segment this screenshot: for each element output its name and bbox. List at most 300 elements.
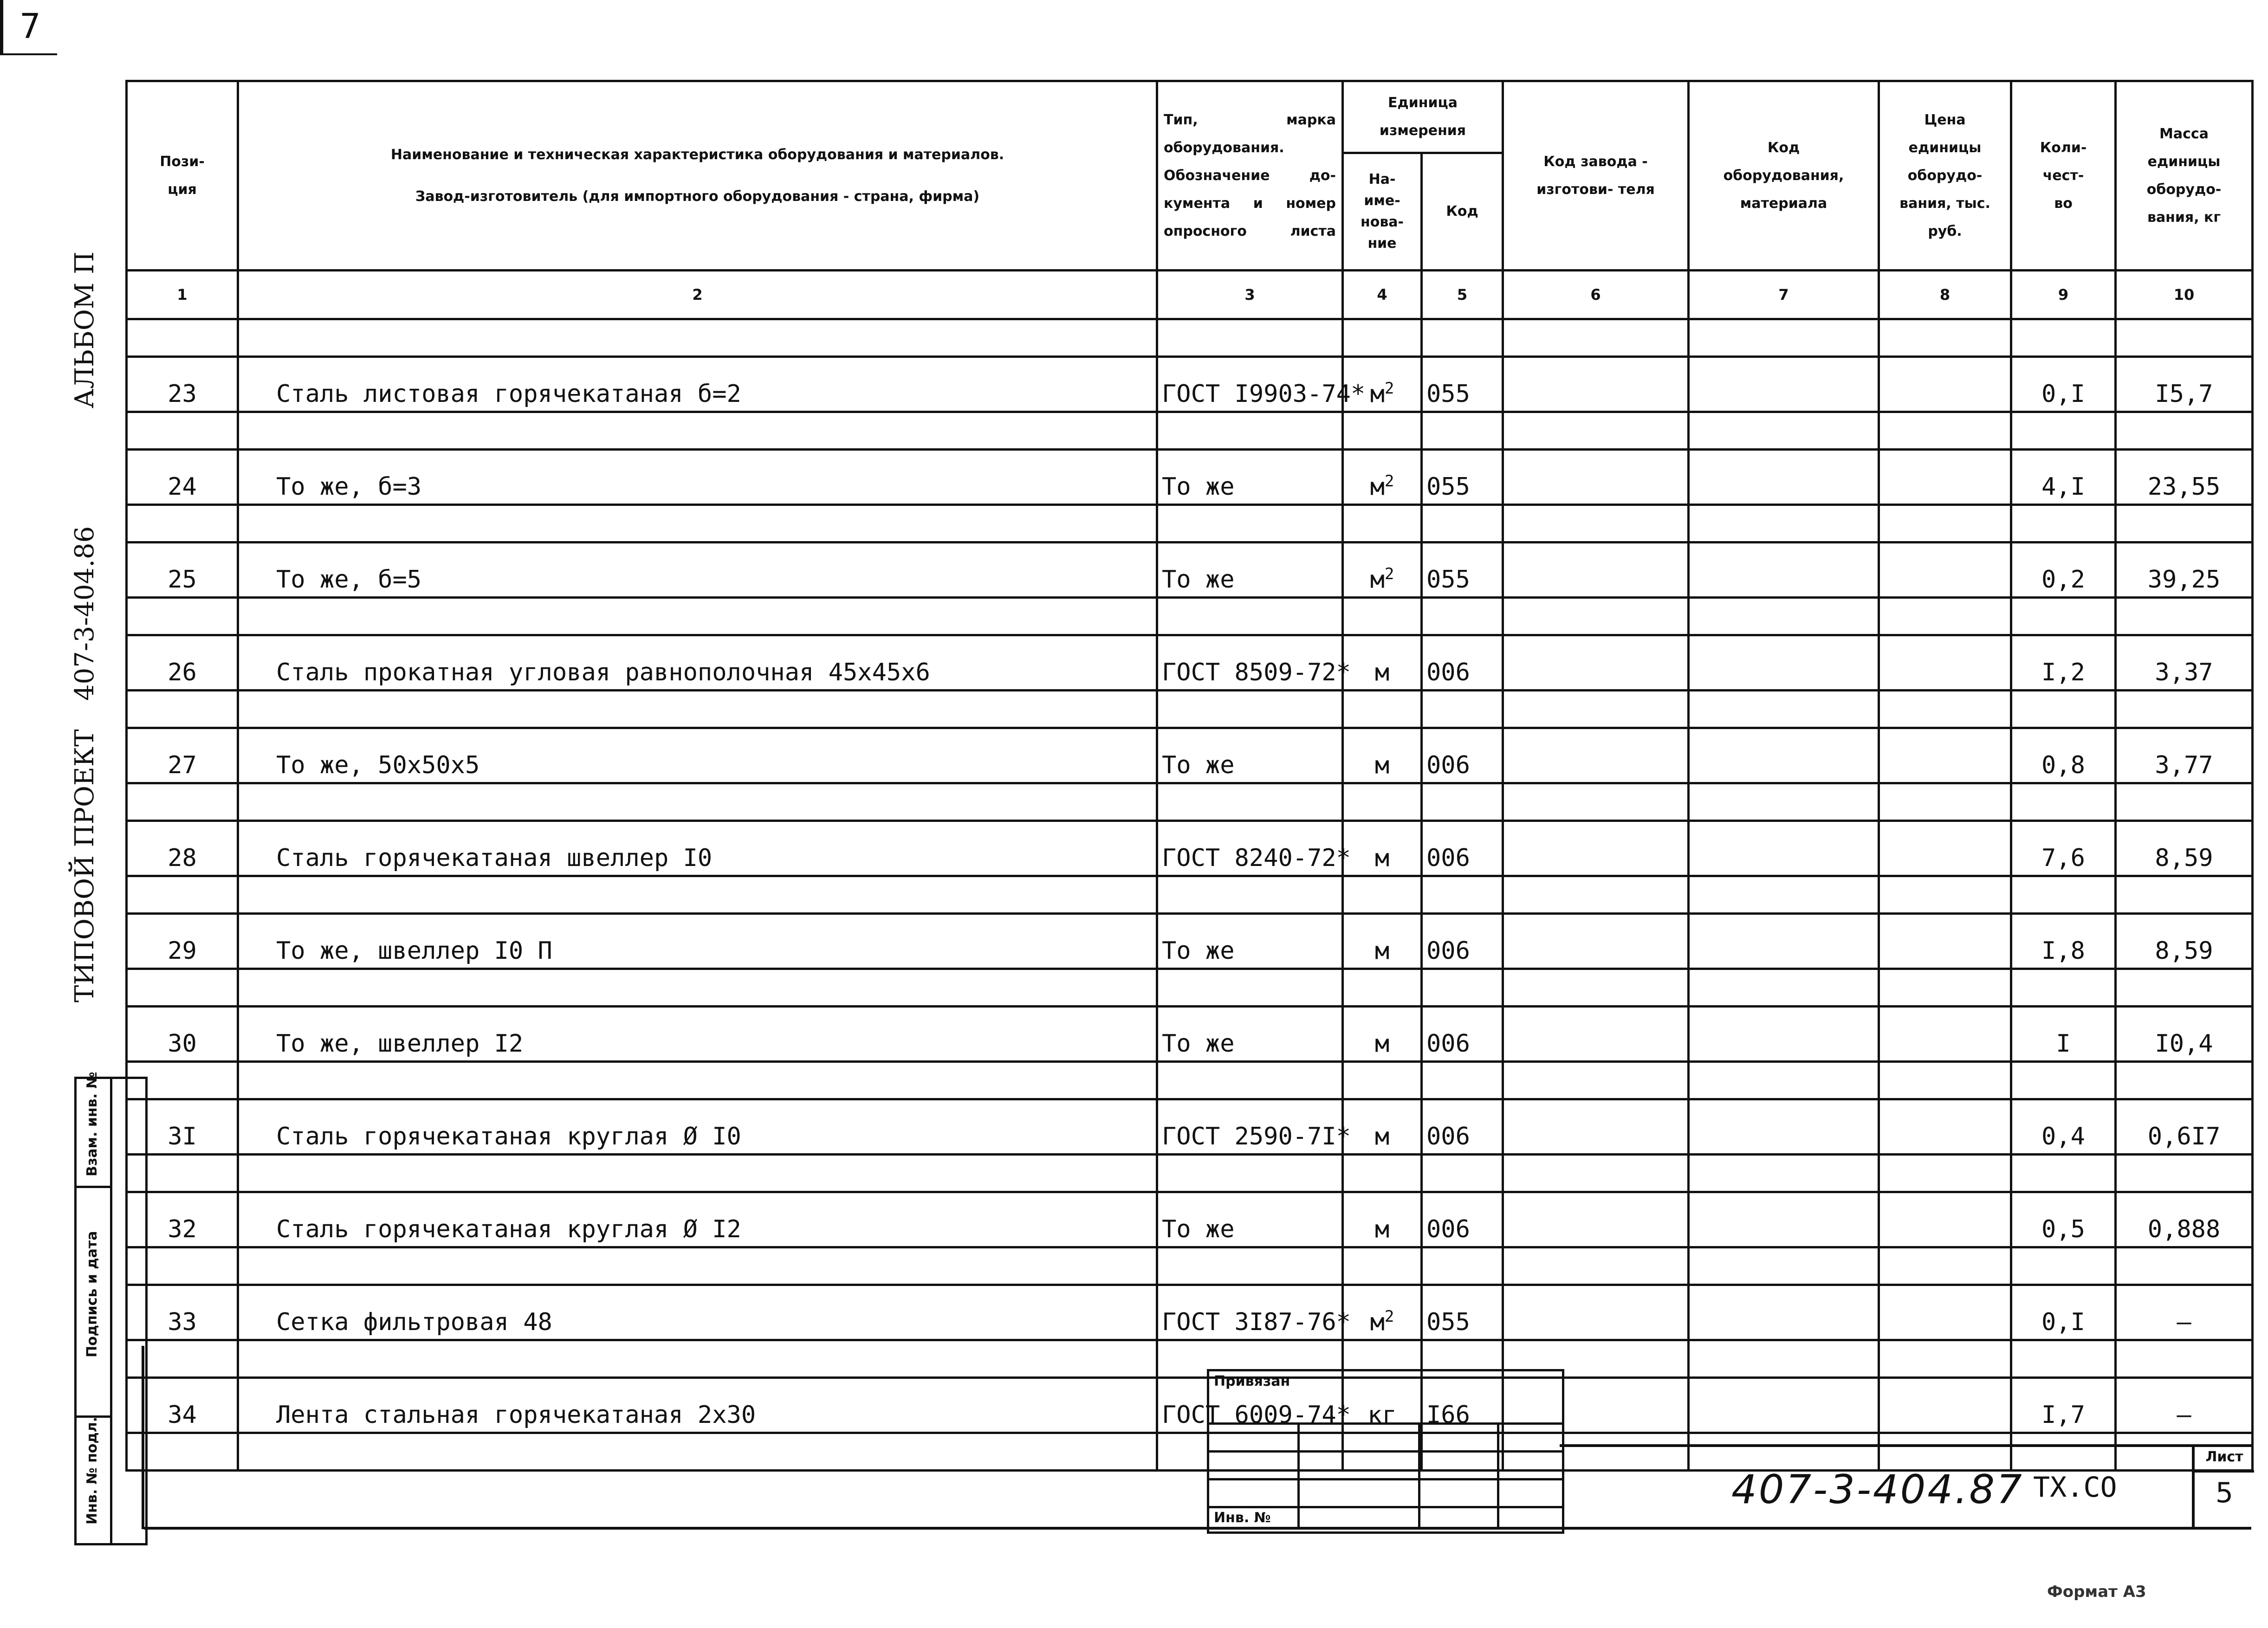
- document-cell: То же: [1157, 450, 1343, 505]
- spacer-row: [127, 598, 2253, 635]
- empty-cell: [1503, 412, 1689, 450]
- empty-cell: [1157, 1247, 1343, 1285]
- name-cell: То же, б=3: [238, 450, 1157, 505]
- empty-cell: [2011, 319, 2116, 357]
- unit-cell: [1343, 543, 1422, 598]
- quantity-cell: 0,I: [2011, 1285, 2116, 1340]
- document-cell: То же: [1157, 1007, 1343, 1062]
- unit-code-cell: 006: [1422, 728, 1503, 783]
- position-cell: 32: [127, 1192, 238, 1247]
- mass-cell: 8,59: [2116, 821, 2253, 876]
- empty-cell: [1879, 1155, 2011, 1192]
- empty-cell: [1157, 1155, 1343, 1192]
- column-number: 3: [1157, 271, 1343, 319]
- empty-cell: [238, 1155, 1157, 1192]
- spacer-row: [127, 691, 2253, 728]
- factory-code-cell: [1503, 1007, 1689, 1062]
- column-number: 10: [2116, 271, 2253, 319]
- document-code: 407-3-404.87: [1731, 1466, 2024, 1513]
- column-number: 4: [1343, 271, 1422, 319]
- item-code-cell: [1689, 1099, 1879, 1155]
- empty-cell: [1503, 505, 1689, 543]
- header-unit-name: На- име- нова- ние: [1343, 153, 1422, 271]
- binding-box: [1207, 1369, 1564, 1534]
- table-row: [127, 1285, 2253, 1340]
- empty-cell: [127, 412, 238, 450]
- header-quantity: Коли- чест- во: [2011, 81, 2116, 271]
- column-number: 5: [1422, 271, 1503, 319]
- empty-cell: [238, 876, 1157, 914]
- empty-cell: [1879, 691, 2011, 728]
- unit-cell: [1343, 1192, 1422, 1247]
- header-type-line3: Обозначение до-: [1164, 167, 1336, 184]
- column-number: 6: [1503, 271, 1689, 319]
- header-factory-code: Код завода - изготови- теля: [1503, 81, 1689, 271]
- empty-cell: [2116, 783, 2253, 821]
- table-row: [127, 357, 2253, 412]
- empty-cell: [2011, 598, 2116, 635]
- empty-cell: [127, 876, 238, 914]
- unit-text: м: [1374, 659, 1390, 686]
- column-number: 9: [2011, 271, 2116, 319]
- empty-cell: [1689, 1155, 1879, 1192]
- unit-text: м: [1370, 1308, 1385, 1336]
- column-number: 2: [238, 271, 1157, 319]
- unit-code-cell: 055: [1422, 1285, 1503, 1340]
- empty-cell: [1879, 598, 2011, 635]
- empty-cell: [238, 412, 1157, 450]
- unit-text: кг: [1367, 1401, 1397, 1429]
- position-cell: 23: [127, 357, 238, 412]
- item-code-cell: [1689, 914, 1879, 969]
- position-cell: 34: [127, 1378, 238, 1433]
- quantity-cell: 0,2: [2011, 543, 2116, 598]
- empty-cell: [1689, 876, 1879, 914]
- empty-cell: [1689, 1340, 1879, 1378]
- name-cell: Сталь горячекатаная швеллер I0: [238, 821, 1157, 876]
- unit-cell: [1343, 914, 1422, 969]
- empty-cell: [1157, 505, 1343, 543]
- item-code-cell: [1689, 1007, 1879, 1062]
- empty-cell: [238, 1247, 1157, 1285]
- empty-cell: [1343, 1062, 1422, 1099]
- price-cell: [1879, 821, 2011, 876]
- document-cell: ГОСТ 6009-74*: [1157, 1378, 1343, 1433]
- unit-text: м: [1374, 751, 1390, 779]
- spacer-row: [127, 319, 2253, 357]
- empty-cell: [1343, 1247, 1422, 1285]
- unit-code-cell: 006: [1422, 821, 1503, 876]
- factory-code-cell: [1503, 1099, 1689, 1155]
- inv-number-label: Инв. №: [1214, 1510, 1271, 1526]
- empty-cell: [2011, 412, 2116, 450]
- header-name-line1: Наименование и техническая характеристика оборудования и материалов.: [390, 146, 1004, 163]
- empty-cell: [2011, 783, 2116, 821]
- item-code-cell: [1689, 635, 1879, 691]
- mass-cell: 23,55: [2116, 450, 2253, 505]
- document-cell: ГОСТ I9903-74*: [1157, 357, 1343, 412]
- empty-cell: [1689, 505, 1879, 543]
- empty-cell: [1503, 598, 1689, 635]
- spacer-row: [127, 876, 2253, 914]
- unit-code-cell: 006: [1422, 1192, 1503, 1247]
- empty-cell: [127, 783, 238, 821]
- empty-cell: [2116, 876, 2253, 914]
- corner-sheet-number-box: [0, 0, 57, 55]
- empty-cell: [2116, 1340, 2253, 1378]
- empty-cell: [1422, 505, 1503, 543]
- empty-cell: [1879, 1433, 2011, 1471]
- empty-cell: [127, 598, 238, 635]
- quantity-cell: I: [2011, 1007, 2116, 1062]
- price-cell: [1879, 1192, 2011, 1247]
- quantity-cell: I,8: [2011, 914, 2116, 969]
- empty-cell: [238, 1062, 1157, 1099]
- empty-cell: [1503, 319, 1689, 357]
- quantity-cell: I,2: [2011, 635, 2116, 691]
- unit-text: м: [1374, 844, 1390, 872]
- header-mass: Масса единицы оборудо- вания, кг: [2116, 81, 2253, 271]
- empty-cell: [1879, 783, 2011, 821]
- unit-code-cell: 055: [1422, 543, 1503, 598]
- unit-text: м: [1374, 937, 1390, 965]
- table-row: [127, 1378, 2253, 1433]
- empty-cell: [127, 1062, 238, 1099]
- spacer-row: [127, 505, 2253, 543]
- empty-cell: [1879, 319, 2011, 357]
- bound-label: Привязан: [1214, 1373, 1290, 1389]
- unit-text: м: [1370, 473, 1385, 501]
- document-cell: ГОСТ 3I87-76*: [1157, 1285, 1343, 1340]
- mass-cell: I0,4: [2116, 1007, 2253, 1062]
- name-cell: То же, 50х50х5: [238, 728, 1157, 783]
- empty-cell: [1689, 319, 1879, 357]
- empty-cell: [1343, 783, 1422, 821]
- empty-cell: [1422, 1247, 1503, 1285]
- position-cell: 29: [127, 914, 238, 969]
- position-cell: 25: [127, 543, 238, 598]
- spacer-row: [127, 1433, 2253, 1471]
- empty-cell: [1689, 1062, 1879, 1099]
- name-cell: Сетка фильтровая 48: [238, 1285, 1157, 1340]
- quantity-cell: 0,5: [2011, 1192, 2116, 1247]
- unit-code-cell: 006: [1422, 1007, 1503, 1062]
- empty-cell: [2011, 505, 2116, 543]
- mass-cell: 39,25: [2116, 543, 2253, 598]
- empty-cell: [1343, 969, 1422, 1007]
- header-price: Цена единицы оборудо- вания, тыс. руб.: [1879, 81, 2011, 271]
- factory-code-cell: [1503, 1192, 1689, 1247]
- format-label: Формат А3: [2047, 1583, 2146, 1601]
- item-code-cell: [1689, 728, 1879, 783]
- header-position: Пози- ция: [127, 81, 238, 271]
- table-row: [127, 635, 2253, 691]
- table-row: [127, 1099, 2253, 1155]
- document-cell: То же: [1157, 914, 1343, 969]
- empty-cell: [1422, 598, 1503, 635]
- empty-cell: [1157, 691, 1343, 728]
- header-unit-code: Код: [1422, 153, 1503, 271]
- position-cell: 27: [127, 728, 238, 783]
- frame-left-line: [142, 1346, 144, 1529]
- empty-cell: [2011, 969, 2116, 1007]
- spacer-row: [127, 783, 2253, 821]
- unit-cell: [1343, 635, 1422, 691]
- project-type-label: ТИПОВОЙ ПРОЕКТ: [70, 729, 100, 1002]
- unit-code-cell: 006: [1422, 635, 1503, 691]
- empty-cell: [2116, 412, 2253, 450]
- empty-cell: [2116, 598, 2253, 635]
- empty-cell: [1157, 783, 1343, 821]
- quantity-cell: 4,I: [2011, 450, 2116, 505]
- quantity-cell: 0,I: [2011, 357, 2116, 412]
- empty-cell: [127, 1247, 238, 1285]
- stamp-sign-label: Подпись и дата: [84, 1231, 100, 1357]
- header-type-line5: опросного листа: [1164, 223, 1336, 239]
- unit-code-cell: 055: [1422, 450, 1503, 505]
- empty-cell: [2116, 1155, 2253, 1192]
- empty-cell: [1422, 969, 1503, 1007]
- sheet-number-box: [2192, 1444, 2254, 1529]
- table-row: [127, 450, 2253, 505]
- table-row: [127, 728, 2253, 783]
- document-section: ТХ.СО: [2033, 1471, 2117, 1504]
- empty-cell: [127, 1155, 238, 1192]
- empty-cell: [1689, 1247, 1879, 1285]
- empty-cell: [1689, 969, 1879, 1007]
- unit-cell: [1343, 1285, 1422, 1340]
- empty-cell: [1879, 876, 2011, 914]
- price-cell: [1879, 1007, 2011, 1062]
- unit-code-cell: I66: [1422, 1378, 1503, 1433]
- unit-exponent: 2: [1384, 379, 1394, 398]
- position-cell: 28: [127, 821, 238, 876]
- factory-code-cell: [1503, 450, 1689, 505]
- position-cell: 26: [127, 635, 238, 691]
- empty-cell: [1157, 319, 1343, 357]
- factory-code-cell: [1503, 1285, 1689, 1340]
- unit-text: м: [1374, 1123, 1390, 1150]
- unit-code-cell: 006: [1422, 1099, 1503, 1155]
- spacer-row: [127, 969, 2253, 1007]
- item-code-cell: [1689, 1192, 1879, 1247]
- empty-cell: [1343, 319, 1422, 357]
- empty-cell: [1422, 1062, 1503, 1099]
- unit-exponent: 2: [1384, 472, 1394, 491]
- empty-cell: [1879, 1247, 2011, 1285]
- header-units-group: Единица измерения: [1343, 81, 1503, 153]
- unit-cell: [1343, 1007, 1422, 1062]
- name-cell: Сталь горячекатаная круглая Ø I2: [238, 1192, 1157, 1247]
- unit-code-cell: 006: [1422, 914, 1503, 969]
- empty-cell: [1343, 691, 1422, 728]
- spacer-row: [127, 1247, 2253, 1285]
- document-cell: То же: [1157, 543, 1343, 598]
- item-code-cell: [1689, 821, 1879, 876]
- frame-bottom-line: [144, 1527, 2251, 1530]
- empty-cell: [238, 1340, 1157, 1378]
- empty-cell: [1157, 598, 1343, 635]
- stamp-vzam-label: Взам. инв. №: [84, 1072, 100, 1176]
- unit-exponent: 2: [1384, 564, 1394, 583]
- item-code-cell: [1689, 1285, 1879, 1340]
- empty-cell: [1689, 412, 1879, 450]
- empty-cell: [1689, 691, 1879, 728]
- title-block-line: [1560, 1444, 2251, 1447]
- empty-cell: [127, 505, 238, 543]
- empty-cell: [1157, 876, 1343, 914]
- sheet-number: 5: [2215, 1477, 2234, 1509]
- empty-cell: [1879, 1340, 2011, 1378]
- specification-table: [125, 80, 2254, 1472]
- empty-cell: [2011, 1433, 2116, 1471]
- stamp-inv-label: Инв. № подл.: [84, 1416, 100, 1525]
- empty-cell: [127, 969, 238, 1007]
- name-cell: То же, швеллер I2: [238, 1007, 1157, 1062]
- empty-cell: [238, 969, 1157, 1007]
- empty-cell: [1422, 783, 1503, 821]
- empty-cell: [238, 783, 1157, 821]
- spacer-row: [127, 412, 2253, 450]
- empty-cell: [1689, 783, 1879, 821]
- price-cell: [1879, 728, 2011, 783]
- mass-cell: –: [2116, 1285, 2253, 1340]
- project-code-label: 407-3-404.86: [70, 526, 100, 701]
- empty-cell: [1157, 969, 1343, 1007]
- position-cell: 33: [127, 1285, 238, 1340]
- table-row: [127, 543, 2253, 598]
- factory-code-cell: [1503, 728, 1689, 783]
- position-cell: 24: [127, 450, 238, 505]
- corner-sheet-number: 7: [19, 6, 41, 46]
- empty-cell: [1422, 876, 1503, 914]
- empty-cell: [1879, 1062, 2011, 1099]
- header-type: [1157, 81, 1343, 271]
- column-number-row: [127, 271, 2253, 319]
- empty-cell: [1157, 412, 1343, 450]
- empty-cell: [1503, 1155, 1689, 1192]
- price-cell: [1879, 357, 2011, 412]
- table-row: [127, 1007, 2253, 1062]
- header-name: [238, 81, 1157, 271]
- name-cell: Сталь горячекатаная круглая Ø I0: [238, 1099, 1157, 1155]
- column-number: 7: [1689, 271, 1879, 319]
- empty-cell: [238, 319, 1157, 357]
- header-type-line2: оборудования.: [1164, 139, 1284, 156]
- document-cell: То же: [1157, 728, 1343, 783]
- empty-cell: [1343, 1155, 1422, 1192]
- empty-cell: [1343, 412, 1422, 450]
- table-row: [127, 821, 2253, 876]
- name-cell: Сталь листовая горячекатаная б=2: [238, 357, 1157, 412]
- empty-cell: [127, 691, 238, 728]
- empty-cell: [1503, 1247, 1689, 1285]
- header-type-line4: кумента и номер: [1164, 195, 1336, 212]
- empty-cell: [1503, 876, 1689, 914]
- factory-code-cell: [1503, 914, 1689, 969]
- empty-cell: [1503, 783, 1689, 821]
- empty-cell: [2011, 876, 2116, 914]
- price-cell: [1879, 635, 2011, 691]
- quantity-cell: 7,6: [2011, 821, 2116, 876]
- price-cell: [1879, 1099, 2011, 1155]
- item-code-cell: [1689, 450, 1879, 505]
- empty-cell: [1503, 691, 1689, 728]
- empty-cell: [2116, 969, 2253, 1007]
- empty-cell: [1422, 1155, 1503, 1192]
- item-code-cell: [1689, 543, 1879, 598]
- empty-cell: [238, 598, 1157, 635]
- unit-text: м: [1370, 566, 1385, 594]
- name-cell: Сталь прокатная угловая равнополочная 45х45х6: [238, 635, 1157, 691]
- empty-cell: [2116, 1247, 2253, 1285]
- column-number: 1: [127, 271, 238, 319]
- empty-cell: [238, 505, 1157, 543]
- document-cell: ГОСТ 8509-72*: [1157, 635, 1343, 691]
- album-label: АЛЬБОМ П: [70, 252, 100, 408]
- sheet-label: Лист: [2195, 1449, 2254, 1473]
- empty-cell: [1343, 505, 1422, 543]
- empty-cell: [2011, 691, 2116, 728]
- unit-cell: [1343, 821, 1422, 876]
- unit-exponent: 2: [1384, 1307, 1394, 1326]
- document-cell: То же: [1157, 1192, 1343, 1247]
- unit-cell: [1343, 728, 1422, 783]
- unit-text: м: [1370, 380, 1385, 408]
- price-cell: [1879, 1378, 2011, 1433]
- table-header-row: [127, 81, 2253, 153]
- mass-cell: 8,59: [2116, 914, 2253, 969]
- empty-cell: [2116, 505, 2253, 543]
- empty-cell: [2011, 1247, 2116, 1285]
- empty-cell: [1422, 319, 1503, 357]
- empty-cell: [1422, 691, 1503, 728]
- spacer-row: [127, 1062, 2253, 1099]
- unit-text: м: [1374, 1030, 1390, 1058]
- factory-code-cell: [1503, 635, 1689, 691]
- spacer-row: [127, 1340, 2253, 1378]
- factory-code-cell: [1503, 821, 1689, 876]
- name-cell: То же, б=5: [238, 543, 1157, 598]
- quantity-cell: I,7: [2011, 1378, 2116, 1433]
- name-cell: Лента стальная горячекатаная 2х30: [238, 1378, 1157, 1433]
- unit-cell: [1343, 450, 1422, 505]
- unit-cell: [1343, 1099, 1422, 1155]
- empty-cell: [1689, 598, 1879, 635]
- empty-cell: [238, 1433, 1157, 1471]
- empty-cell: [1879, 505, 2011, 543]
- empty-cell: [2011, 1155, 2116, 1192]
- price-cell: [1879, 1285, 2011, 1340]
- spacer-row: [127, 1155, 2253, 1192]
- table-row: [127, 914, 2253, 969]
- mass-cell: 3,77: [2116, 728, 2253, 783]
- empty-cell: [127, 319, 238, 357]
- header-type-line1: Тип, марка: [1164, 111, 1336, 128]
- empty-cell: [238, 691, 1157, 728]
- empty-cell: [2116, 1062, 2253, 1099]
- item-code-cell: [1689, 1378, 1879, 1433]
- empty-cell: [1689, 1433, 1879, 1471]
- unit-text: м: [1374, 1215, 1390, 1243]
- header-item-code: Код оборудования, материала: [1689, 81, 1879, 271]
- table-row: [127, 1192, 2253, 1247]
- empty-cell: [1343, 598, 1422, 635]
- empty-cell: [1503, 1062, 1689, 1099]
- factory-code-cell: [1503, 543, 1689, 598]
- position-cell: 3I: [127, 1099, 238, 1155]
- document-cell: ГОСТ 2590-7I*: [1157, 1099, 1343, 1155]
